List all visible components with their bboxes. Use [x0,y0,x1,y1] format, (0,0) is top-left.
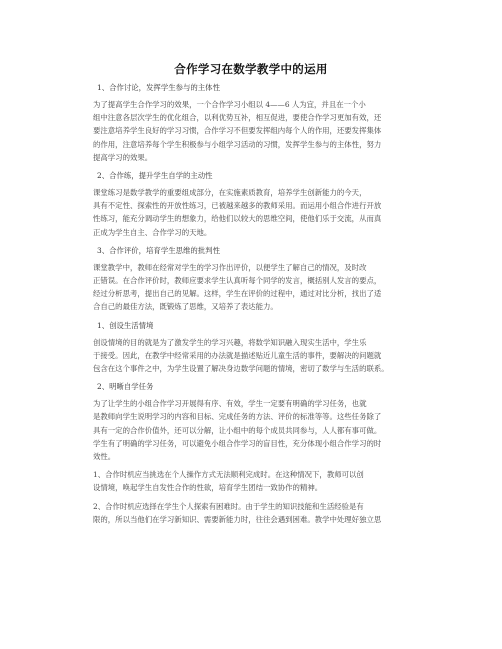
paragraph-line: 于接受。因此，在教学中经常采用的办法就是描述贴近儿童生活的事件，要解决的问题就 [93,350,382,360]
paragraph-line: 2、合作时机应选择在学生个人探索有困难时。由于学生的知识技能和生活经验是有 [93,501,364,511]
paragraph-line: 具有不定性、探索性的开放性练习，已被越来越多的教师采用。而运用小组合作进行开放 [93,201,382,211]
section-2 [93,244,416,314]
section-6 [93,500,416,526]
paragraph-line: 性练习，能充分调动学生的想象力，给他们以较大的思维空间，使他们乐于交流，从而真 [93,214,382,224]
paragraph-line: 效性。 [93,452,116,462]
section-paragraph [93,336,416,376]
section-paragraph [93,98,416,164]
paragraph-line: 课堂练习是数学教学的重要组成部分，在实施素质教育，培养学生创新能力的今天， [93,188,367,198]
paragraph-line: 是教师向学生说明学习的内容和目标、完成任务的方法、评价的标准等等。这些任务除了 [93,412,382,422]
section-paragraph [93,261,416,314]
paragraph-line: 限的，所以当他们在学习新知识、需要新能力时，往往会遇到困难。教学中处理好独立思 [93,514,382,524]
paragraph-line: 设情境，唤起学生自发性合作的性欲，培育学生团结一致协作的精神。 [93,483,323,493]
section-paragraph [93,186,416,239]
section-3 [93,319,416,376]
section-heading: 1、合作讨论，发挥学生参与的主体性 [97,83,220,92]
paragraph-line: 1、合作时机应当挑选在个人操作方式无法顺利完成时。在这种情况下，教师可以创 [93,470,364,480]
paragraph-line: 经过分析思考，提出自己的见解。这样，学生在评价的过程中，通过对比分析，找出了适 [93,289,382,299]
paragraph-line: 包含在这个事件之中，为学生设置了解决身边数学问题的情境，密切了数学与生活的联系。 [93,364,389,374]
section-paragraph [93,500,416,526]
section-5 [93,468,416,494]
paragraph-line: 合自己的最佳方法，既锻炼了思维，又培养了表达能力。 [93,302,278,312]
paragraph-line: 学生有了明确的学习任务，可以避免小组合作学习的盲目性，充分体现小组合作学习的时 [93,438,382,448]
document-title: 合作学习在数学教学中的运用 [174,62,328,76]
paragraph-line: 为了让学生的小组合作学习开展得有序、有效，学生一定要有明确的学习任务，也就 [93,399,367,409]
section-heading: 2、明晰自学任务 [97,382,154,392]
paragraph-line: 课堂教学中，教师在经常对学生的学习作出评价，以便学生了解自己的情况，及时改 [93,262,367,272]
paragraph-line: 组中注意各层次学生的优化组合，以利优势互补，相互促进，要使合作学习更加有效，还 [93,113,382,123]
section-paragraph [93,468,416,494]
paragraph-line: 为了提高学生合作学习的效果，一个合作学习小组以 4——6 人为宜，并且在一个小 [93,100,366,109]
section-heading: 2、合作练，提升学生自学的主动性 [97,171,213,181]
paragraph-line: 创设情境的目的就是为了激发学生的学习兴趣，将数学知识融入现实生活中，学生乐 [93,337,367,347]
section-paragraph [93,397,416,463]
section-0 [93,81,416,164]
section-4 [93,380,416,463]
paragraph-line: 要注意培养学生良好的学习习惯，合作学习不但要发挥组内每个人的作用，还要发挥集体 [93,126,382,136]
paragraph-line: 正错误。在合作评价时，教师应要求学生认真听每个同学的发言，概括别人发言的要点， [93,276,382,286]
paragraph-line: 正成为学生自主、合作学习的天地。 [93,227,212,237]
document-body [93,81,416,531]
paragraph-line: 提高学习的效果。 [93,152,153,162]
paragraph-line: 的作用，注意培养每个学生积极参与小组学习活动的习惯，发挥学生参与的主体性，努力 [93,139,382,149]
section-heading: 3、合作评价，培育学生思维的批判性 [97,245,220,255]
section-1 [93,169,416,239]
section-heading: 1、创设生活情境 [97,320,154,330]
paragraph-line: 具有一定的合作价值外，还可以分解，让小组中的每个成员共同参与，人人都有事可做。 [93,425,382,435]
